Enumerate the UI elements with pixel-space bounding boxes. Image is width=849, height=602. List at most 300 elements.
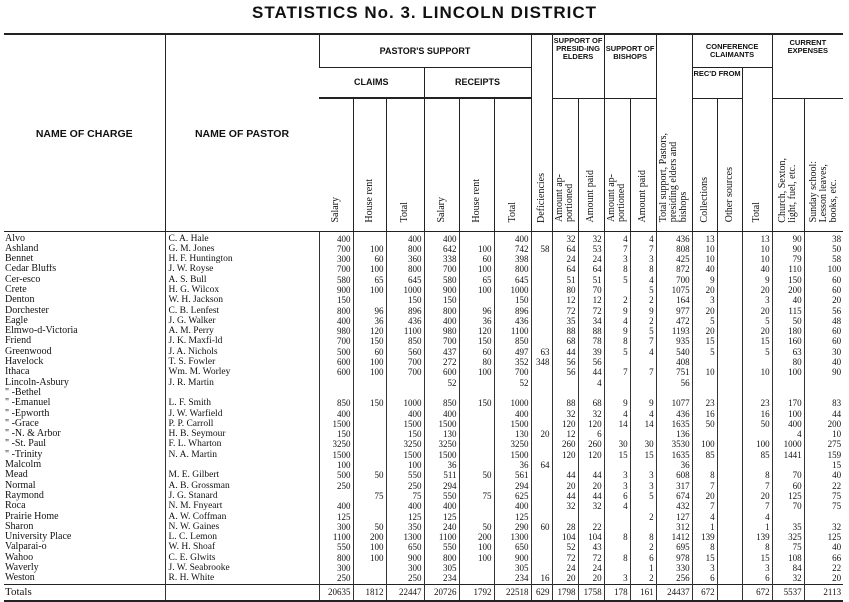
table-cell: 100 xyxy=(459,264,494,274)
table-cell: 3 xyxy=(630,481,656,491)
table-cell: 64 xyxy=(578,264,604,274)
table-cell: 674 xyxy=(656,491,692,501)
table-cell: 24 xyxy=(578,254,604,264)
table-cell: 100 xyxy=(692,439,717,449)
table-cell xyxy=(531,295,552,305)
table-cell: 100 xyxy=(353,367,386,377)
table-cell: 1798 xyxy=(552,584,578,601)
table-cell: 164 xyxy=(656,295,692,305)
table-cell xyxy=(459,378,494,388)
table-cell: 1792 xyxy=(459,584,494,601)
pastor-name: J. K. Maxfi-ld xyxy=(165,336,319,346)
table-cell: 10 xyxy=(692,367,717,377)
table-cell: 36 xyxy=(459,316,494,326)
charge-name: Sharon xyxy=(5,521,34,532)
table-cell: 7 xyxy=(692,481,717,491)
table-cell: 70 xyxy=(772,470,804,480)
table-row xyxy=(4,409,843,419)
pastor-name: A. S. Bull xyxy=(165,275,319,285)
table-cell: 1500 xyxy=(424,450,459,460)
table-cell: 1635 xyxy=(656,419,692,429)
table-cell xyxy=(604,563,630,573)
table-cell xyxy=(604,378,630,388)
table-cell xyxy=(717,470,742,480)
table-cell: 3 xyxy=(742,563,772,573)
table-cell: 360 xyxy=(386,254,424,264)
table-cell xyxy=(459,388,494,398)
pastor-name: H. G. Wilcox xyxy=(165,285,319,295)
table-cell: 7 xyxy=(604,367,630,377)
table-cell: 32 xyxy=(578,409,604,419)
table-cell: 52 xyxy=(494,378,531,388)
table-cell: 1000 xyxy=(772,439,804,449)
table-cell: 150 xyxy=(353,398,386,408)
table-cell: 850 xyxy=(319,398,353,408)
table-cell xyxy=(717,501,742,511)
table-cell: 700 xyxy=(424,264,459,274)
table-cell: 20 xyxy=(552,573,578,584)
table-cell xyxy=(353,460,386,470)
pastor-name: C. A. Hale xyxy=(165,231,319,244)
table-cell: 20 xyxy=(804,295,843,305)
charge-name: Malcolm xyxy=(5,460,42,471)
table-cell: 6 xyxy=(604,491,630,501)
table-cell: 40 xyxy=(742,264,772,274)
pastor-name: F. L. Wharton xyxy=(165,439,319,449)
table-cell: 75 xyxy=(353,491,386,501)
table-cell: 22 xyxy=(804,481,843,491)
table-cell xyxy=(717,378,742,388)
table-cell: 900 xyxy=(386,553,424,563)
table-row xyxy=(4,501,843,511)
table-cell: 130 xyxy=(494,429,531,439)
table-cell xyxy=(717,573,742,584)
table-cell: 20 xyxy=(552,481,578,491)
table-cell: 348 xyxy=(531,357,552,367)
table-cell: 83 xyxy=(804,398,843,408)
table-cell: 30 xyxy=(630,439,656,449)
table-cell: 7 xyxy=(630,336,656,346)
table-cell xyxy=(742,460,772,470)
table-cell: 50 xyxy=(772,316,804,326)
table-cell: 14 xyxy=(630,419,656,429)
table-cell: 60 xyxy=(459,254,494,264)
table-cell: 800 xyxy=(494,264,531,274)
table-cell: 6 xyxy=(630,553,656,563)
table-cell: 8 xyxy=(742,470,772,480)
table-cell: 66 xyxy=(804,553,843,563)
table-cell xyxy=(531,512,552,522)
table-cell xyxy=(531,470,552,480)
table-cell xyxy=(531,285,552,295)
totals-row xyxy=(4,584,843,601)
table-cell: 10 xyxy=(692,254,717,264)
table-cell xyxy=(742,378,772,388)
table-cell xyxy=(717,244,742,254)
table-cell xyxy=(717,367,742,377)
table-row xyxy=(4,542,843,552)
table-cell: 5 xyxy=(604,275,630,285)
table-cell: 90 xyxy=(772,244,804,254)
table-cell xyxy=(459,460,494,470)
table-row xyxy=(4,254,843,264)
table-row xyxy=(4,326,843,336)
table-cell: 5 xyxy=(692,316,717,326)
table-cell: 56 xyxy=(552,357,578,367)
table-cell: 75 xyxy=(459,491,494,501)
table-cell xyxy=(531,336,552,346)
table-cell: 63 xyxy=(772,347,804,357)
table-cell: 8 xyxy=(742,542,772,552)
table-cell: 350 xyxy=(386,522,424,532)
table-cell: 4 xyxy=(630,347,656,357)
table-cell xyxy=(772,512,804,522)
table-cell: 234 xyxy=(424,573,459,584)
charge-name: Wahoo xyxy=(5,552,34,563)
charge-name: " -Emanuel xyxy=(5,398,51,409)
table-cell: 80 xyxy=(459,357,494,367)
table-cell xyxy=(531,439,552,449)
table-cell: 260 xyxy=(578,439,604,449)
table-cell xyxy=(717,532,742,542)
table-row xyxy=(4,388,843,398)
receipts-total-header: Total xyxy=(494,98,531,231)
table-cell: 100 xyxy=(459,285,494,295)
table-cell xyxy=(604,285,630,295)
table-cell: 14 xyxy=(604,419,630,429)
table-cell xyxy=(604,357,630,367)
table-cell: 60 xyxy=(459,347,494,357)
table-cell: 100 xyxy=(772,409,804,419)
table-cell: 2113 xyxy=(804,584,843,601)
table-cell xyxy=(531,367,552,377)
table-cell: 38 xyxy=(804,231,843,244)
table-cell: 60 xyxy=(353,254,386,264)
table-cell: 23 xyxy=(692,398,717,408)
table-row xyxy=(4,378,843,388)
table-cell xyxy=(656,388,692,398)
table-cell: 234 xyxy=(494,573,531,584)
table-cell xyxy=(717,398,742,408)
table-cell: 1193 xyxy=(656,326,692,336)
table-row xyxy=(4,357,843,367)
table-cell xyxy=(459,439,494,449)
charge-name: Totals xyxy=(4,584,165,601)
table-cell: 294 xyxy=(494,481,531,491)
table-cell: 1100 xyxy=(424,532,459,542)
table-cell: 32 xyxy=(804,522,843,532)
table-cell: 300 xyxy=(319,254,353,264)
table-cell: 437 xyxy=(424,347,459,357)
table-cell: 3 xyxy=(630,470,656,480)
table-cell: 32 xyxy=(772,573,804,584)
charge-name: Cedar Bluffs xyxy=(5,264,57,275)
table-cell xyxy=(717,347,742,357)
table-cell: 88 xyxy=(552,398,578,408)
table-cell: 24 xyxy=(578,563,604,573)
table-cell: 977 xyxy=(656,306,692,316)
table-cell: 850 xyxy=(386,336,424,346)
charge-name: Alvo xyxy=(5,232,25,244)
table-cell: 400 xyxy=(424,231,459,244)
table-cell: 104 xyxy=(578,532,604,542)
charge-name: Lincoln-Asbury xyxy=(5,377,69,388)
table-cell: 1077 xyxy=(656,398,692,408)
table-cell: 250 xyxy=(386,573,424,584)
table-cell: 51 xyxy=(578,275,604,285)
pastor-name: J. W. Royse xyxy=(165,264,319,274)
table-cell: 125 xyxy=(424,512,459,522)
table-cell: 400 xyxy=(319,316,353,326)
table-cell: 338 xyxy=(424,254,459,264)
table-cell: 34 xyxy=(578,316,604,326)
table-cell: 12 xyxy=(552,429,578,439)
table-cell xyxy=(552,460,578,470)
table-cell: 3 xyxy=(692,563,717,573)
table-cell: 150 xyxy=(353,336,386,346)
table-cell: 8 xyxy=(604,553,630,563)
table-cell: 85 xyxy=(742,450,772,460)
table-cell: 900 xyxy=(424,285,459,295)
table-row xyxy=(4,563,843,573)
table-cell: 10 xyxy=(742,367,772,377)
table-cell xyxy=(531,563,552,573)
table-cell xyxy=(531,481,552,491)
table-cell: 58 xyxy=(531,244,552,254)
table-cell: 100 xyxy=(459,553,494,563)
table-cell: 170 xyxy=(772,398,804,408)
table-cell xyxy=(604,388,630,398)
charge-name: Havelock xyxy=(5,357,44,368)
table-cell: 1758 xyxy=(578,584,604,601)
table-cell: 139 xyxy=(692,532,717,542)
table-cell: 629 xyxy=(531,584,552,601)
table-row xyxy=(4,244,843,254)
table-cell xyxy=(717,285,742,295)
table-cell: 36 xyxy=(353,316,386,326)
table-cell: 432 xyxy=(656,501,692,511)
table-cell xyxy=(319,378,353,388)
table-cell: 24 xyxy=(552,563,578,573)
table-cell: 3530 xyxy=(656,439,692,449)
table-cell: 120 xyxy=(578,450,604,460)
table-cell: 400 xyxy=(319,231,353,244)
table-cell: 13 xyxy=(692,231,717,244)
recd-from-header: REC'D FROM xyxy=(692,67,742,98)
table-cell: 200 xyxy=(459,532,494,542)
charge-name: Cer-esco xyxy=(5,274,41,285)
table-cell: 50 xyxy=(692,419,717,429)
table-cell: 32 xyxy=(552,409,578,419)
table-cell xyxy=(578,460,604,470)
table-cell: 9 xyxy=(604,306,630,316)
pastor-name: Wm. M. Worley xyxy=(165,367,319,377)
table-cell: 900 xyxy=(494,553,531,563)
charge-name: Ashland xyxy=(5,243,39,254)
table-cell: 50 xyxy=(459,522,494,532)
table-cell: 800 xyxy=(319,553,353,563)
table-cell: 900 xyxy=(319,285,353,295)
table-cell: 4 xyxy=(604,501,630,511)
charge-name: " -Bethel xyxy=(5,387,42,398)
table-cell: 52 xyxy=(552,542,578,552)
table-cell: 180 xyxy=(772,326,804,336)
receipts-house-rent-header: House rent xyxy=(459,98,494,231)
table-cell: 240 xyxy=(424,522,459,532)
table-cell: 4 xyxy=(692,512,717,522)
table-cell xyxy=(717,388,742,398)
table-cell: 30 xyxy=(604,439,630,449)
table-cell xyxy=(531,409,552,419)
table-cell: 400 xyxy=(424,501,459,511)
table-cell: 40 xyxy=(804,470,843,480)
table-cell: 1812 xyxy=(353,584,386,601)
table-cell: 408 xyxy=(656,357,692,367)
table-cell xyxy=(459,481,494,491)
table-cell: 125 xyxy=(772,491,804,501)
pastor-name xyxy=(165,460,319,470)
table-cell: 24 xyxy=(552,254,578,264)
table-cell xyxy=(742,429,772,439)
table-cell: 72 xyxy=(552,306,578,316)
table-cell: 800 xyxy=(319,306,353,316)
table-cell xyxy=(604,522,630,532)
table-cell: 1441 xyxy=(772,450,804,460)
table-cell: 150 xyxy=(424,295,459,305)
table-cell: 7 xyxy=(742,481,772,491)
table-cell: 436 xyxy=(386,316,424,326)
table-cell: 32 xyxy=(552,231,578,244)
table-cell: 100 xyxy=(353,542,386,552)
table-cell: 896 xyxy=(494,306,531,316)
table-cell xyxy=(531,306,552,316)
table-cell: 436 xyxy=(656,409,692,419)
pastor-name: R. H. White xyxy=(165,573,319,584)
table-cell xyxy=(459,450,494,460)
table-cell: 1412 xyxy=(656,532,692,542)
table-cell xyxy=(353,419,386,429)
charge-name: Roca xyxy=(5,501,26,512)
table-cell: 15 xyxy=(692,553,717,563)
table-cell xyxy=(692,460,717,470)
table-cell: 60 xyxy=(804,285,843,295)
table-cell: 700 xyxy=(656,275,692,285)
table-cell: 60 xyxy=(772,481,804,491)
table-cell: 312 xyxy=(656,522,692,532)
pastor-name: L. C. Lemon xyxy=(165,532,319,542)
table-cell xyxy=(353,295,386,305)
table-cell: 60 xyxy=(804,326,843,336)
table-cell: 436 xyxy=(494,316,531,326)
table-cell: 120 xyxy=(578,419,604,429)
table-cell: 300 xyxy=(319,563,353,573)
charge-name: " -St. Paul xyxy=(5,439,47,450)
table-cell: 22518 xyxy=(494,584,531,601)
pastor-name: H. B. Seymour xyxy=(165,429,319,439)
table-cell: 3250 xyxy=(494,439,531,449)
table-cell: 800 xyxy=(386,264,424,274)
table-cell: 51 xyxy=(552,275,578,285)
table-cell xyxy=(459,573,494,584)
table-cell: 35 xyxy=(772,522,804,532)
table-cell: 15 xyxy=(742,553,772,563)
table-cell: 50 xyxy=(353,522,386,532)
table-cell xyxy=(717,264,742,274)
table-cell: 1100 xyxy=(494,326,531,336)
table-cell xyxy=(386,388,424,398)
table-cell xyxy=(604,512,630,522)
table-cell: 7 xyxy=(692,501,717,511)
receipts-header: RECEIPTS xyxy=(424,67,531,97)
page-title: STATISTICS No. 3. LINCOLN DISTRICT xyxy=(251,3,598,22)
table-cell: 88 xyxy=(552,326,578,336)
charge-name: Valparai-o xyxy=(5,542,47,553)
table-cell xyxy=(692,388,717,398)
table-cell: 256 xyxy=(656,573,692,584)
table-cell: 100 xyxy=(459,244,494,254)
charge-name: " -N. & Arbor xyxy=(5,429,61,440)
table-cell: 3 xyxy=(692,295,717,305)
table-cell: 400 xyxy=(424,409,459,419)
claims-house-rent-header: House rent xyxy=(353,98,386,231)
table-cell: 120 xyxy=(459,326,494,336)
table-cell: 22 xyxy=(804,563,843,573)
table-cell xyxy=(630,429,656,439)
table-cell xyxy=(552,378,578,388)
pastor-name: J. G. Walker xyxy=(165,316,319,326)
table-cell: 250 xyxy=(319,573,353,584)
table-cell: 20 xyxy=(578,481,604,491)
table-cell: 1300 xyxy=(494,532,531,542)
table-cell: 150 xyxy=(494,295,531,305)
table-cell: 20 xyxy=(742,306,772,316)
table-cell: 400 xyxy=(772,419,804,429)
pastor-name xyxy=(165,388,319,398)
table-cell: 100 xyxy=(742,439,772,449)
table-cell: 75 xyxy=(386,491,424,501)
table-cell: 150 xyxy=(386,295,424,305)
table-cell xyxy=(717,326,742,336)
table-cell: 1000 xyxy=(386,398,424,408)
current-expenses-header: CURRENT EXPENSES xyxy=(772,34,843,98)
table-cell xyxy=(353,388,386,398)
charge-name: University Place xyxy=(5,532,72,543)
table-cell xyxy=(531,532,552,542)
table-cell xyxy=(717,450,742,460)
table-cell: 6 xyxy=(692,573,717,584)
table-cell: 400 xyxy=(424,316,459,326)
table-cell: 56 xyxy=(656,378,692,388)
table-cell xyxy=(717,522,742,532)
charge-name: Denton xyxy=(5,295,35,306)
table-cell: 15 xyxy=(630,450,656,460)
pastor-name: C. E. Glwits xyxy=(165,553,319,563)
table-row xyxy=(4,460,843,470)
table-cell xyxy=(604,460,630,470)
table-cell: 500 xyxy=(319,347,353,357)
table-cell: 16 xyxy=(531,573,552,584)
table-cell: 550 xyxy=(424,542,459,552)
table-cell: 12 xyxy=(552,295,578,305)
table-cell: 5 xyxy=(742,316,772,326)
table-cell: 63 xyxy=(531,347,552,357)
table-cell: 139 xyxy=(742,532,772,542)
table-cell xyxy=(717,336,742,346)
table-cell: 100 xyxy=(459,367,494,377)
table-cell: 580 xyxy=(424,275,459,285)
table-cell xyxy=(630,378,656,388)
table-cell: 36 xyxy=(424,460,459,470)
